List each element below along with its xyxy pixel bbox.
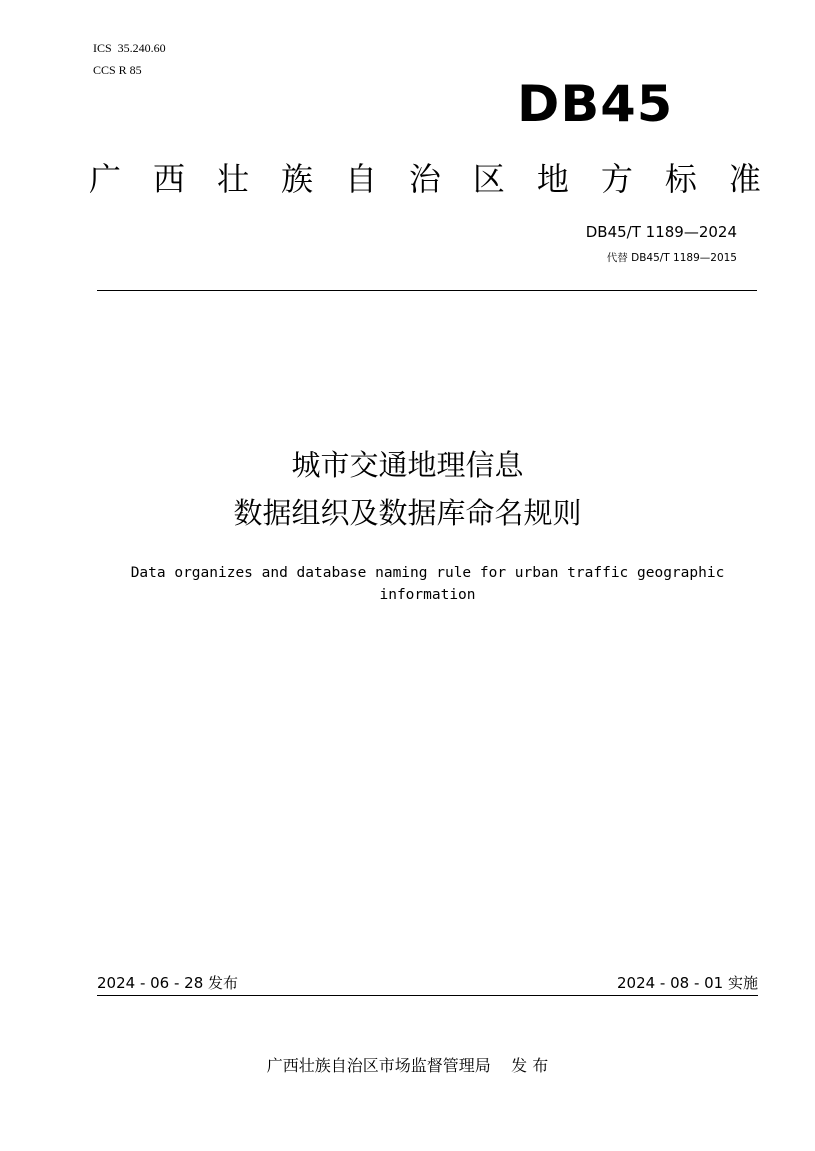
org-title-char: 西 bbox=[152, 160, 185, 198]
org-title-char: 族 bbox=[280, 160, 313, 198]
org-title-char: 治 bbox=[408, 160, 441, 198]
org-title-char: 准 bbox=[728, 160, 761, 198]
title-zh-line2: 数据组织及数据库命名规则 bbox=[233, 496, 582, 530]
issue-date: 2024 - 06 - 28 发布 bbox=[97, 974, 239, 992]
org-title-char: 广 bbox=[89, 160, 122, 198]
org-title-char: 标 bbox=[664, 160, 697, 198]
standard-number: DB45/T 1189—2024 bbox=[585, 223, 737, 241]
title-zh-line1: 城市交通地理信息 bbox=[291, 448, 524, 482]
publisher: 广西壮族自治区市场监督管理局 发 布 bbox=[266, 1056, 549, 1075]
org-title-char: 自 bbox=[344, 160, 377, 198]
title-en: Data organizes and database naming rule for urban traffic geographic information bbox=[130, 565, 725, 603]
ics-code: ICS 35.240.60 bbox=[93, 41, 166, 55]
db45-logo: DB45 bbox=[517, 75, 674, 133]
header-divider bbox=[97, 290, 757, 291]
footer-divider bbox=[97, 995, 758, 996]
org-title-char: 方 bbox=[600, 160, 633, 198]
implementation-date: 2024 - 08 - 01 实施 bbox=[616, 974, 758, 992]
replaces-standard: 代替 DB45/T 1189—2015 bbox=[606, 252, 737, 264]
org-title-char: 地 bbox=[536, 160, 569, 198]
org-title bbox=[89, 156, 761, 202]
org-title-char: 壮 bbox=[216, 160, 249, 198]
ccs-code: CCS R 85 bbox=[93, 63, 142, 77]
org-title-char: 区 bbox=[472, 160, 505, 198]
